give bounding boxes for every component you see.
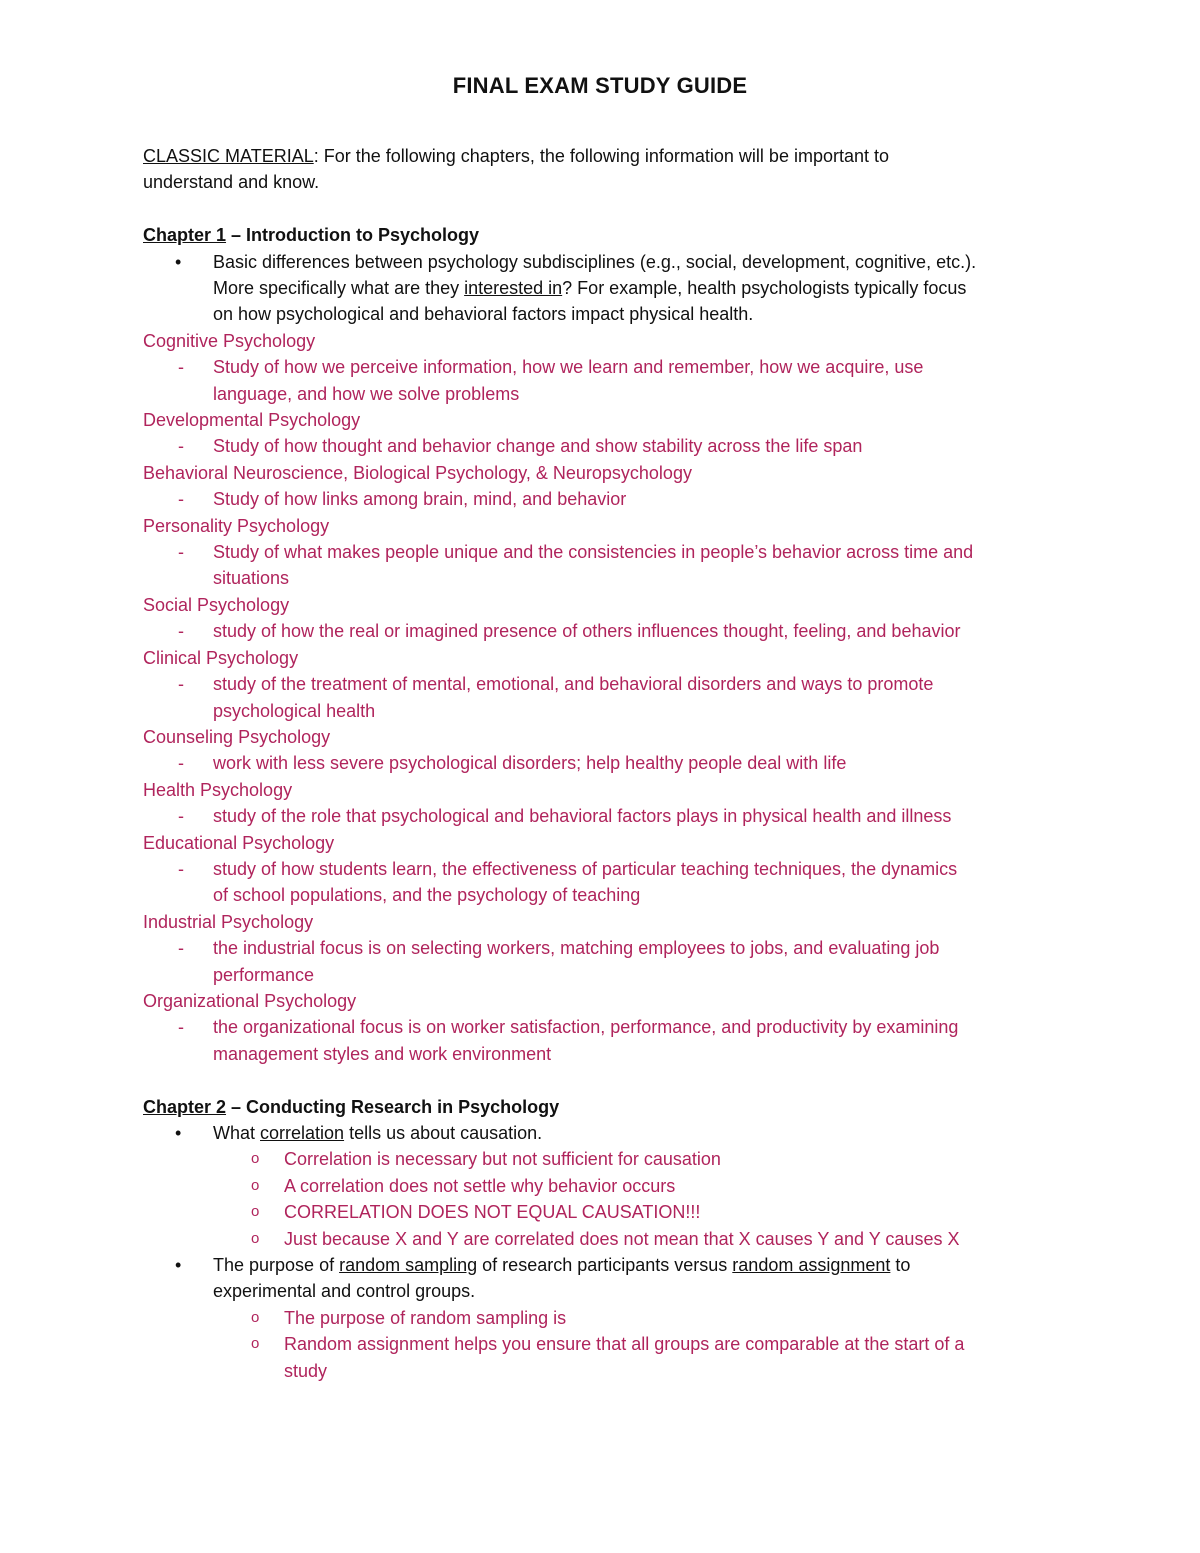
description-text: work with less severe psychological disorders; help healthy people deal with life	[213, 753, 847, 774]
sub-bullet-text: study	[284, 1360, 328, 1381]
description-text: the industrial focus is on selecting workers, matching employees to jobs, and evaluating job	[213, 938, 940, 959]
chapter-1-bullet-cont	[143, 275, 1063, 301]
subfield-heading: Social Psychology	[143, 594, 290, 615]
subfield-heading: Behavioral Neuroscience, Biological Psychology, & Neuropsychology	[143, 462, 692, 483]
subfield-heading: Cognitive Psychology	[143, 330, 316, 351]
chapter-2-title: – Conducting Research in Psychology	[226, 1096, 560, 1117]
subfield-heading: Personality Psychology	[143, 515, 330, 536]
subfield-description	[143, 354, 1063, 380]
chapter-2-bullet-1	[143, 1120, 1063, 1146]
spacer	[143, 196, 1063, 222]
chapter-1-bullet	[143, 249, 1063, 275]
subfield-description	[143, 671, 1063, 697]
subfield-heading: Organizational Psychology	[143, 990, 357, 1011]
sub-bullet-item	[143, 1226, 1063, 1252]
subfield-description	[143, 618, 1063, 644]
description-text: study of the treatment of mental, emotional, and behavioral disorders and ways to promote	[213, 674, 934, 695]
chapter-1-title: – Introduction to Psychology	[226, 225, 480, 246]
sub-bullet-text: CORRELATION DOES NOT EQUAL CAUSATION!!!	[284, 1202, 701, 1223]
subfield-heading: Industrial Psychology	[143, 911, 314, 932]
intro-line-2: understand and know.	[143, 172, 320, 193]
page-title: FINAL EXAM STUDY GUIDE	[452, 73, 748, 98]
intro-line	[143, 143, 1063, 169]
bullet-icon: •	[175, 1123, 182, 1143]
intro-text: : For the following chapters, the following information will be important to	[313, 146, 889, 166]
subfield-description	[143, 486, 1063, 512]
sub-bullet-text: The purpose of random sampling is	[284, 1307, 567, 1328]
subfield-description	[143, 935, 1063, 961]
subfield-description	[143, 750, 1063, 776]
description-text: of school populations, and the psychology of teaching	[213, 885, 641, 906]
sub-bullet-item	[143, 1331, 1063, 1357]
subfield-description	[143, 803, 1063, 829]
subfield-description	[143, 565, 1063, 591]
description-text: performance	[213, 964, 315, 985]
bullet-icon: •	[175, 1255, 182, 1276]
bullet-text: ? For example, health psychologists typically focus	[562, 278, 967, 299]
sub-bullet-text: Correlation is necessary but not sufficient for causation	[284, 1149, 721, 1170]
circle-bullet-icon: o	[251, 1308, 260, 1326]
subfield-heading: Counseling Psychology	[143, 726, 331, 747]
sub-bullet-text: A correlation does not settle why behavior occurs	[284, 1175, 676, 1196]
dash-icon: -	[178, 1017, 184, 1038]
subfield-heading: Clinical Psychology	[143, 647, 299, 668]
description-text: Study of how thought and behavior change and show stability across the life span	[213, 436, 863, 457]
subfield-heading: Educational Psychology	[143, 832, 335, 853]
sub-bullet-item	[143, 1173, 1063, 1199]
subfield-description	[143, 1014, 1063, 1040]
bullet-underlined-term: random sampling	[339, 1255, 478, 1276]
dash-icon: -	[178, 674, 184, 695]
subfield-description	[143, 882, 1063, 908]
subfield-heading: Developmental Psychology	[143, 410, 361, 431]
chapter-2-bullet-2-cont: experimental and control groups.	[213, 1281, 476, 1302]
circle-bullet-icon: o	[251, 1150, 260, 1168]
bullet-underlined-term: correlation	[260, 1123, 345, 1143]
description-text: Study of what makes people unique and the consistencies in people’s behavior across time and	[213, 542, 974, 563]
sub-bullet-item	[143, 1358, 1063, 1384]
description-text: psychological health	[213, 700, 376, 721]
dash-icon: -	[178, 357, 184, 378]
subfield-list	[143, 328, 1063, 1067]
bullet-text: More specifically what are they	[213, 278, 465, 299]
dash-icon: -	[178, 436, 184, 457]
chapter-1-heading	[143, 222, 1063, 248]
subfield-description	[143, 698, 1063, 724]
dash-icon: -	[178, 858, 184, 879]
dash-icon: -	[178, 806, 184, 827]
dash-icon: -	[178, 938, 184, 959]
description-text: situations	[213, 568, 290, 589]
subfield-description	[143, 856, 1063, 882]
description-text: language, and how we solve problems	[213, 383, 520, 404]
spacer	[143, 1067, 1063, 1093]
sub-bullet-item	[143, 1305, 1063, 1331]
chapter-2-bullet-2	[143, 1252, 1063, 1278]
circle-bullet-icon: o	[251, 1335, 260, 1353]
description-text: study of the role that psychological and behavioral factors plays in physical health and illness	[213, 806, 952, 827]
bullet-text: of research participants versus	[477, 1255, 733, 1276]
description-text: Study of how we perceive information, how we learn and remember, how we acquire, use	[213, 357, 924, 378]
description-text: study of how the real or imagined presence of others influences thought, feeling, and behavior	[213, 621, 961, 642]
bullet-text: tells us about causation.	[344, 1123, 543, 1143]
description-text: management styles and work environment	[213, 1043, 552, 1064]
subfield-description	[143, 1041, 1063, 1067]
subfield-description	[143, 433, 1063, 459]
subfield-heading: Health Psychology	[143, 779, 293, 800]
sub-bullet-item	[143, 1146, 1063, 1172]
chapter-2-heading	[143, 1094, 1063, 1120]
dash-icon: -	[178, 621, 184, 642]
bullet-text: to	[890, 1255, 911, 1276]
bullet-2-subitems	[143, 1305, 1063, 1384]
sub-bullet-text: Just because X and Y are correlated does not mean that X causes Y and Y causes X	[284, 1228, 960, 1249]
subfield-description	[143, 539, 1063, 565]
dash-icon: -	[178, 489, 184, 510]
bullet-text: What	[213, 1123, 261, 1143]
circle-bullet-icon: o	[251, 1203, 260, 1221]
subfield-description	[143, 381, 1063, 407]
sub-bullet-item	[143, 1199, 1063, 1225]
subfield-description	[143, 962, 1063, 988]
circle-bullet-icon: o	[251, 1176, 260, 1194]
chapter-1-bullet-cont: on how psychological and behavioral factors impact physical health.	[213, 304, 754, 325]
description-text: study of how students learn, the effectiveness of particular teaching techniques, the dynamics	[213, 858, 958, 879]
bullet-text: Basic differences between psychology subdisciplines (e.g., social, development, cognitive, etc.).	[213, 251, 977, 272]
chapter-2-label: Chapter 2	[143, 1096, 227, 1117]
sub-bullet-text: Random assignment helps you ensure that all groups are comparable at the start of a	[284, 1334, 965, 1355]
bullet-underlined-term: interested in	[464, 278, 563, 299]
intro-label: CLASSIC MATERIAL	[143, 146, 314, 166]
chapter-1-label: Chapter 1	[143, 225, 227, 246]
dash-icon: -	[178, 753, 184, 774]
description-text: Study of how links among brain, mind, and behavior	[213, 489, 627, 510]
bullet-icon: •	[175, 251, 182, 272]
dash-icon: -	[178, 542, 184, 563]
bullet-text: The purpose of	[213, 1255, 340, 1276]
document-body	[143, 143, 1063, 1384]
bullet-underlined-term: random assignment	[732, 1255, 891, 1276]
circle-bullet-icon: o	[251, 1229, 260, 1247]
description-text: the organizational focus is on worker satisfaction, performance, and productivity by examining	[213, 1017, 959, 1038]
bullet-1-subitems	[143, 1146, 1063, 1252]
